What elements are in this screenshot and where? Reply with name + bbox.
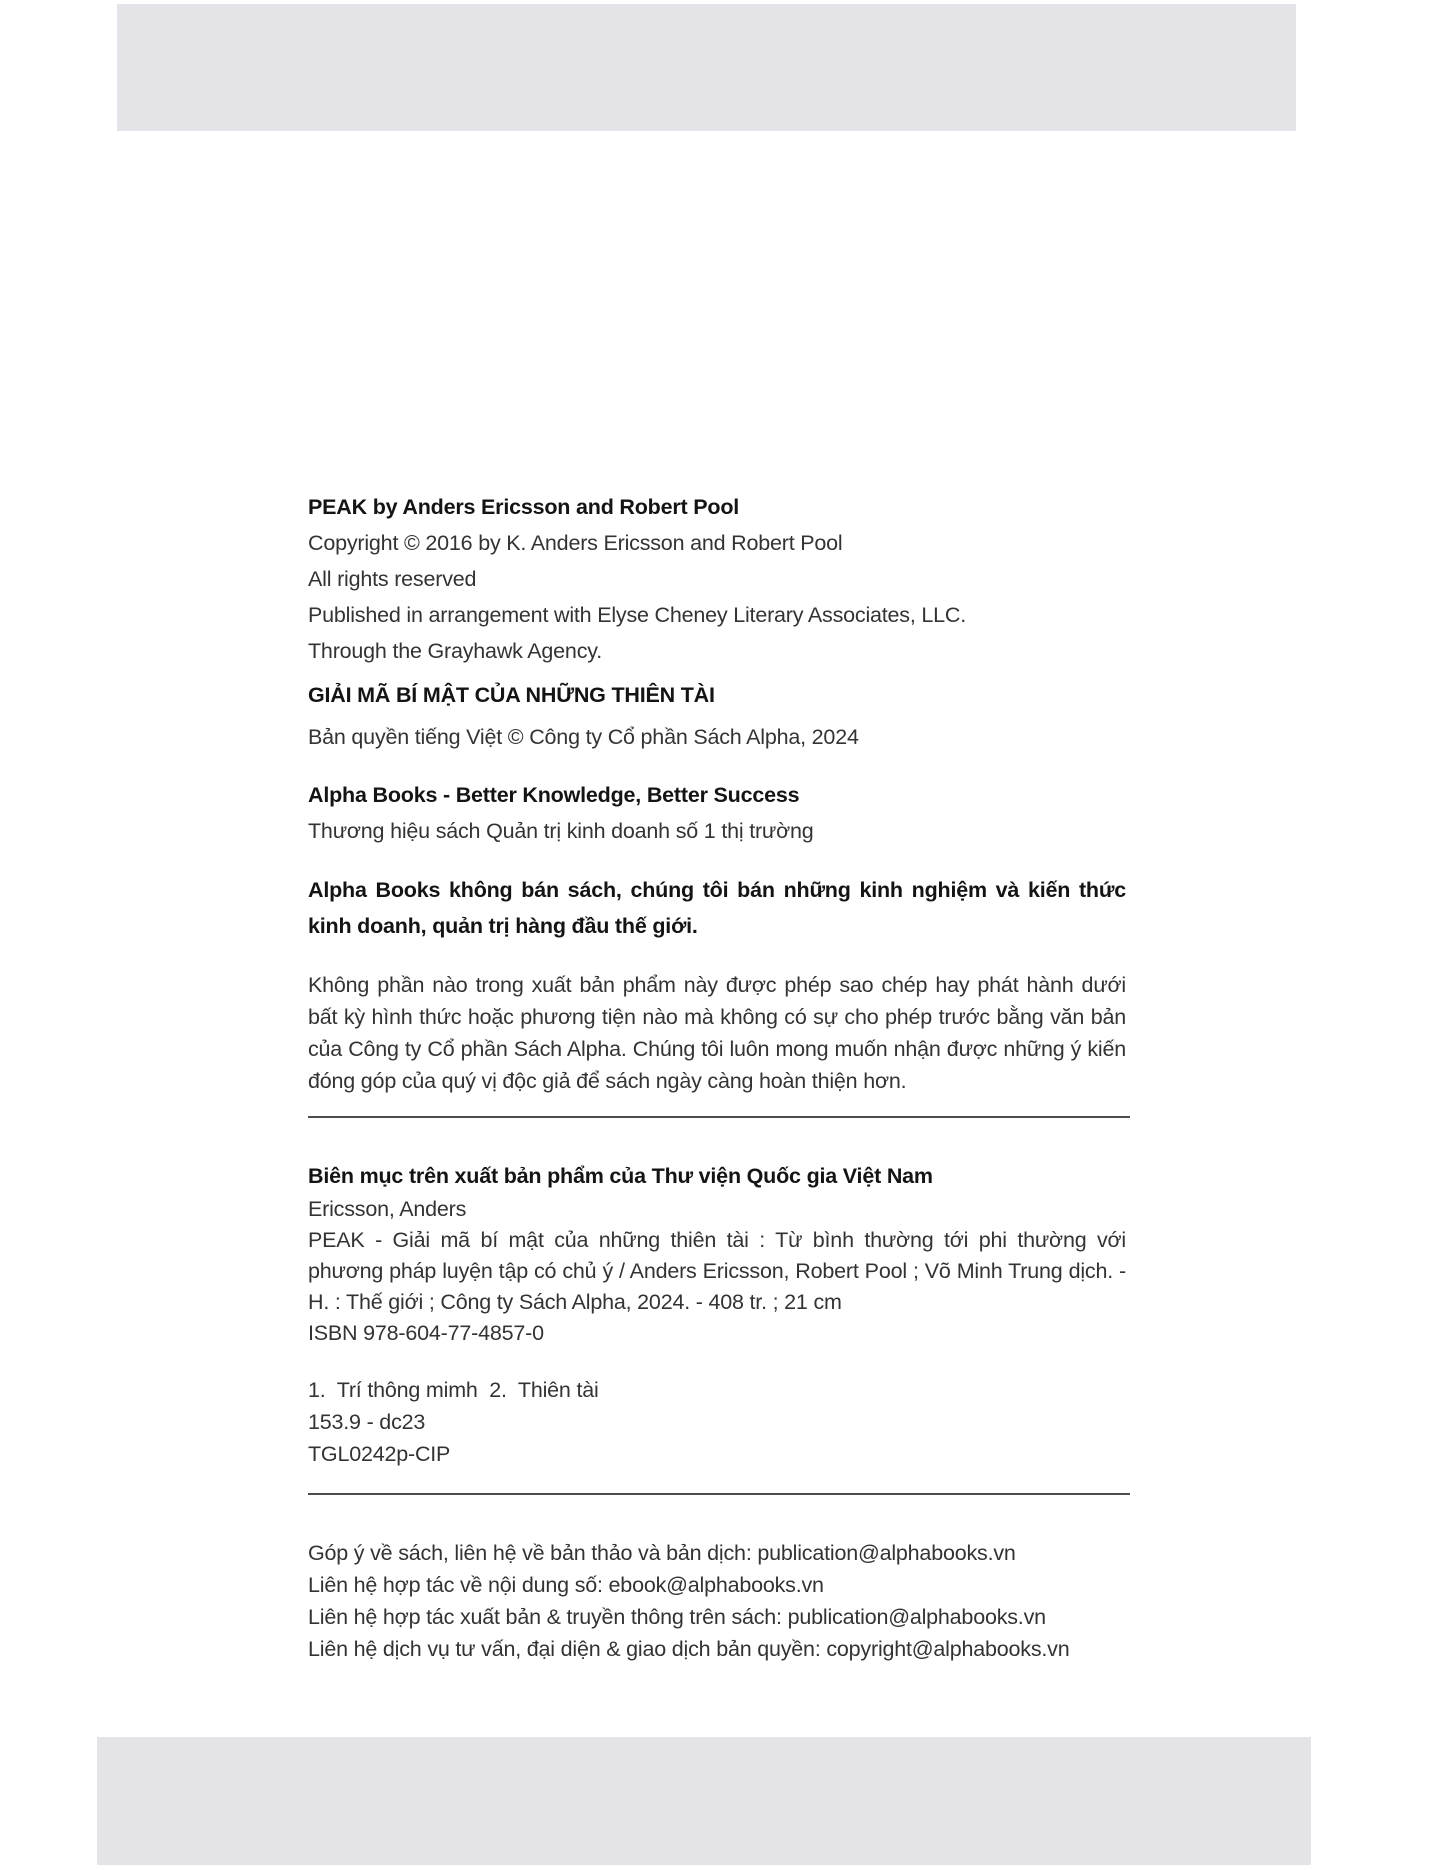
divider-line-top — [308, 1116, 1130, 1118]
cip-heading: Biên mục trên xuất bản phẩm của Thư viện Quốc gia Việt Nam — [308, 1164, 933, 1188]
cip-author: Ericsson, Anders — [308, 1197, 467, 1221]
cip-subject-headings: 1. Trí thông mimh 2. Thiên tài — [308, 1378, 599, 1402]
top-page-edge-band — [117, 4, 1296, 131]
english-copyright-block — [308, 489, 1126, 669]
publisher-contact-block — [308, 1537, 1126, 1665]
vietnamese-title: GIẢI MÃ BÍ MẬT CỦA NHỮNG THIÊN TÀI — [308, 683, 715, 707]
copyright-line: Copyright © 2016 by K. Anders Ericsson and Robert Pool — [308, 531, 843, 555]
vietnamese-title-block — [308, 677, 1126, 755]
cip-subjects-block — [308, 1374, 1126, 1470]
bottom-page-edge-band — [97, 1737, 1311, 1865]
publisher-name-line: Alpha Books - Better Knowledge, Better Success — [308, 783, 800, 807]
rights-notice-paragraph: Không phần nào trong xuất bản phẩm này được phép sao chép hay phát hành dưới bất kỳ hình thức hoặc phương tiện nào mà không có sự cho phép trước bằng văn bản của Công ty Cổ phần Sách Alpha. Chúng tôi luôn mong muốn nhận được những ý kiến đóng góp của quý vị độc giả để sách ngày càng hoàn thiện hơn. — [308, 973, 1126, 1093]
publisher-brand-block — [308, 777, 1126, 849]
cip-record-number: TGL0242p-CIP — [308, 1442, 451, 1466]
contact-digital-line: Liên hệ hợp tác về nội dung số: ebook@alphabooks.vn — [308, 1573, 824, 1597]
publisher-slogan-paragraph: Alpha Books không bán sách, chúng tôi bán những kinh nghiệm và kiến thức kinh doanh, quản trị hàng đầu thế giới. — [308, 878, 1126, 938]
cip-ddc-number: 153.9 - dc23 — [308, 1410, 426, 1434]
cip-catalog-block — [308, 1158, 1126, 1349]
divider-line-bottom — [308, 1493, 1130, 1495]
rights-reserved-line: All rights reserved — [308, 567, 477, 591]
cip-isbn: ISBN 978-604-77-4857-0 — [308, 1321, 544, 1345]
publisher-tagline: Thương hiệu sách Quản trị kinh doanh số 1 thị trường — [308, 819, 814, 843]
contact-publishing-line: Liên hệ hợp tác xuất bản & truyền thông trên sách: publication@alphabooks.vn — [308, 1605, 1046, 1629]
arrangement-line: Published in arrangement with Elyse Cheney Literary Associates, LLC. — [308, 603, 967, 627]
contact-rights-line: Liên hệ dịch vụ tư vấn, đại diện & giao dịch bản quyền: copyright@alphabooks.vn — [308, 1637, 1070, 1661]
original-title-line: PEAK by Anders Ericsson and Robert Pool — [308, 495, 740, 519]
agency-line: Through the Grayhawk Agency. — [308, 639, 602, 663]
contact-feedback-line: Góp ý về sách, liên hệ về bản thảo và bản dịch: publication@alphabooks.vn — [308, 1541, 1016, 1565]
cip-description: PEAK - Giải mã bí mật của những thiên tài : Từ bình thường tới phi thường với phương pháp luyện tập có chủ ý / Anders Ericsson, Robert Pool ; Võ Minh Trung dịch. - H. : Thế giới ; Công ty Sách Alpha, 2024. - 408 tr. ; 21 cm — [308, 1228, 1126, 1314]
vietnamese-copyright-line: Bản quyền tiếng Việt © Công ty Cổ phần Sách Alpha, 2024 — [308, 725, 859, 749]
